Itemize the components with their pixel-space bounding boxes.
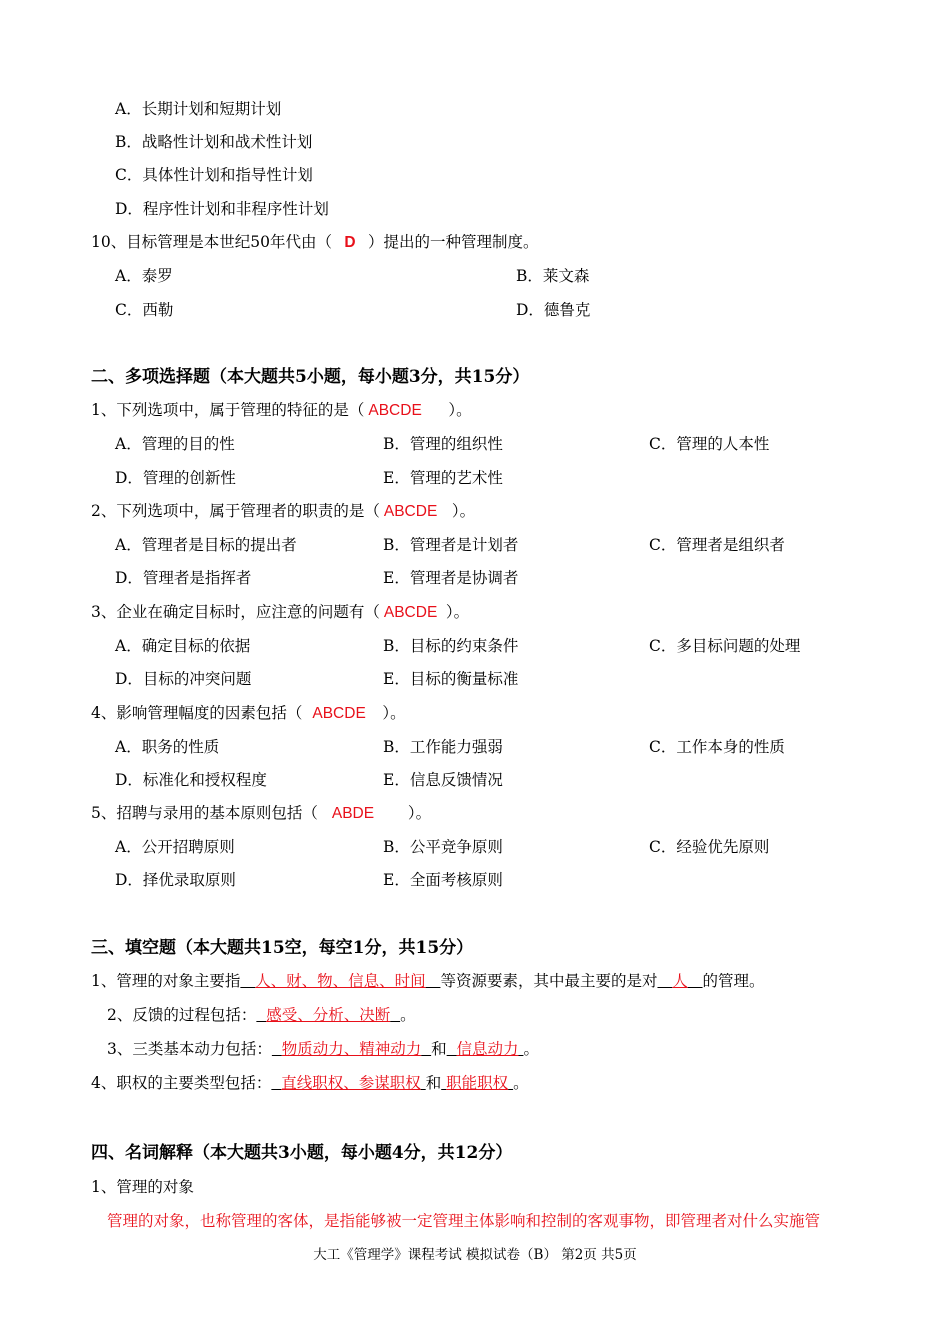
s3-q3-answer1: 物质动力、精神动力 [281,1040,422,1058]
s3-q3-text1: 3、三类基本动力包括： [107,1040,272,1058]
s3-q2-answer1: 感受、分析、决断 [266,1006,391,1024]
s2-q5-stem [91,802,431,825]
s2-q4-option-e: E．信息反馈情况 [383,771,503,789]
s2-q5-prefix: 5、招聘与录用的基本原则包括（ [91,804,318,822]
s3-q4-answer1: 直线职权、参谋职权 [281,1074,421,1092]
section3-title: 三、填空题（本大题共15空，每空1分，共15分） [91,938,474,958]
s2-q2-answer: ABCDE [383,503,438,520]
s3-q2-text2: 。 [400,1006,416,1024]
s2-q5-option-b: B．公平竞争原则 [383,838,503,856]
s2-q2-prefix: 2、下列选项中，属于管理者的职责的是（ [91,502,380,520]
s2-q5-option-e: E．全面考核原则 [383,871,503,889]
s3-q3-text2: 和 [431,1040,447,1058]
s3-q4-text2: 和 [425,1074,442,1092]
s2-q3-option-c: C．多目标问题的处理 [649,637,801,655]
q10-prefix: 10、目标管理是本世纪50年代由（ [91,233,332,251]
s2-q2-stem [91,500,475,523]
s3-q3-answer2: 信息动力 [456,1040,519,1058]
s2-q1-option-b: B．管理的组织性 [383,435,503,453]
s2-q2-option-d: D．管理者是指挥者 [115,569,252,587]
s2-q3-answer: ABCDE [383,604,438,621]
q10-option-c: C．西勒 [115,301,174,319]
s2-q3-stem [91,601,469,624]
s2-q2-option-e: E．管理者是协调者 [383,569,519,587]
s2-q4-suffix: ）。 [382,704,406,722]
s2-q4-prefix: 4、影响管理幅度的因素包括（ [91,704,303,722]
s3-q2 [107,1004,416,1026]
s3-q1-text2: 等资源要素，其中最主要的是对 [440,972,658,990]
s2-q3-prefix: 3、企业在确定目标时，应注意的问题有（ [91,603,380,621]
s2-q1-option-a: A．管理的目的性 [115,435,235,453]
s2-q3-option-b: B．目标的约束条件 [383,637,519,655]
s2-q5-answer: ABDE [331,805,375,822]
section4-title: 四、名词解释（本大题共3小题，每小题4分，共12分） [91,1143,513,1163]
section2-title: 二、多项选择题（本大题共5小题，每小题3分，共15分） [91,367,530,387]
s4-q1-label: 1、管理的对象 [91,1178,194,1196]
q10-option-b: B．莱文森 [516,267,590,285]
s4-q1-answer: 管理的对象，也称管理的客体，是指能够被一定管理主体影响和控制的客观事物，即管理者对什么实施管 [107,1212,821,1230]
s3-q4-text1: 4、职权的主要类型包括： [91,1074,272,1092]
q10-answer: D [344,234,356,251]
q10-stem [91,231,538,254]
s2-q4-option-c: C．工作本身的性质 [649,738,785,756]
s2-q1-suffix: ）。 [448,401,472,419]
page-footer: 大工《管理学》课程考试 模拟试卷（B） 第2页 共5页 [313,1247,637,1263]
q10-option-d: D．德鲁克 [516,301,591,319]
s2-q5-suffix: ）。 [407,804,432,822]
s3-q4 [91,1072,529,1094]
q10-option-a: A．泰罗 [115,267,173,285]
s3-q3 [107,1038,539,1060]
q9-option-b: B．战略性计划和战术性计划 [115,133,313,151]
s2-q1-option-d: D．管理的创新性 [115,469,236,487]
s2-q5-option-a: A．公开招聘原则 [115,838,235,856]
s3-q2-text1: 2、反馈的过程包括： [107,1006,257,1024]
s2-q2-option-a: A．管理者是目标的提出者 [115,536,297,554]
s2-q5-option-c: C．经验优先原则 [649,838,770,856]
s2-q1-option-c: C．管理的人本性 [649,435,770,453]
s2-q1-stem [91,399,472,422]
s2-q4-stem [91,702,406,725]
s2-q5-option-d: D．择优录取原则 [115,871,236,889]
s2-q2-option-b: B．管理者是计划者 [383,536,519,554]
s2-q4-answer: ABCDE [312,705,366,722]
s2-q3-option-e: E．目标的衡量标准 [383,670,519,688]
q9-option-a: A．长期计划和短期计划 [115,100,282,118]
s2-q2-option-c: C．管理者是组织者 [649,536,785,554]
q9-option-c: C．具体性计划和指导性计划 [115,166,313,184]
s3-q4-text3: 。 [513,1074,529,1092]
q9-option-d: D．程序性计划和非程序性计划 [115,200,329,218]
s2-q3-suffix: ）。 [445,603,470,621]
s3-q1-answer2: 人 [672,972,688,990]
s2-q1-prefix: 1、下列选项中，属于管理的特征的是（ [91,401,365,419]
s2-q3-option-d: D．目标的冲突问题 [115,670,252,688]
s2-q2-suffix: ）。 [451,502,476,520]
s2-q4-option-a: A．职务的性质 [115,738,220,756]
s2-q1-option-e: E．管理的艺术性 [383,469,503,487]
s3-q1-text3: 的管理。 [702,972,765,990]
s2-q1-answer: ABCDE [368,402,422,419]
q10-suffix: ）提出的一种管理制度。 [367,233,539,251]
s3-q1-text1: 1、管理的对象主要指 [91,972,241,990]
s2-q3-option-a: A．确定目标的依据 [115,637,251,655]
s3-q1 [91,970,765,992]
s3-q4-answer2: 职能职权 [446,1074,509,1092]
s3-q1-answer1: 人、财、物、信息、时间 [255,972,426,990]
s2-q4-option-d: D．标准化和授权程度 [115,771,267,789]
s3-q3-text3: 。 [523,1040,539,1058]
s2-q4-option-b: B．工作能力强弱 [383,738,503,756]
